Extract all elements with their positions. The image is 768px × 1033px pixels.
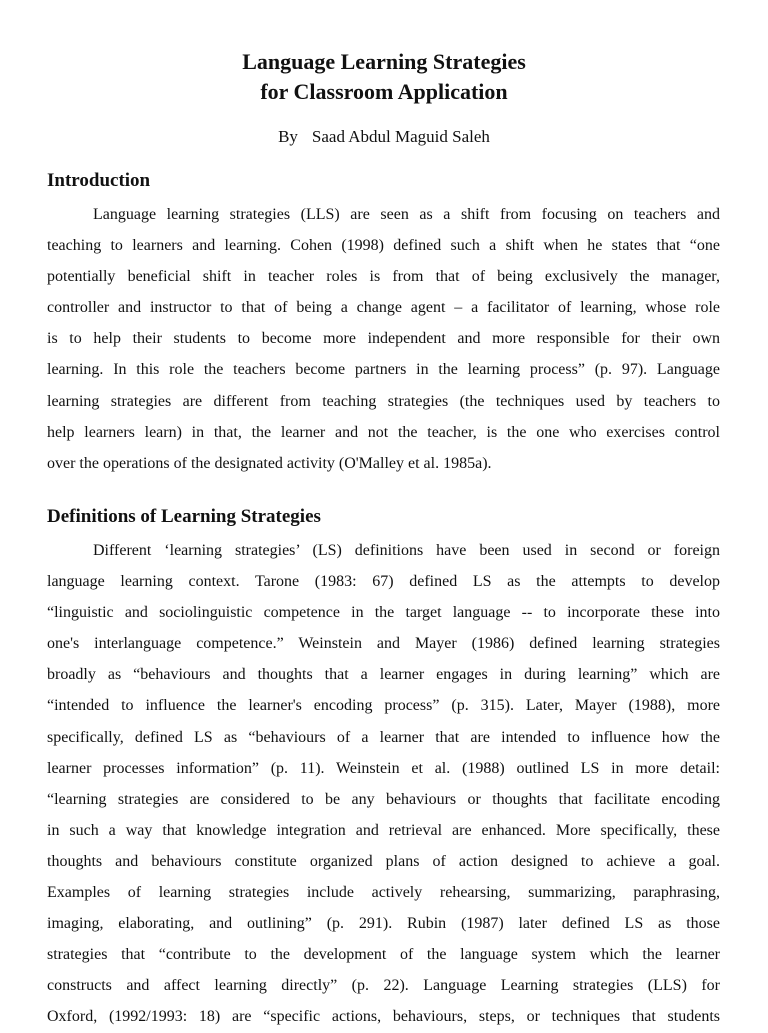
paragraph-line: controller and instructor to that of being a change agent – a facilitator of learning, whose role [47, 299, 720, 317]
paragraph-line: constructs and affect learning directly” (p. 22). Language Learning strategies (LLS) for [47, 977, 720, 995]
paragraph-line: one's interlanguage competence.” Weinstein and Mayer (1986) defined learning strategies [47, 635, 720, 653]
paragraph-line: Different ‘learning strategies’ (LS) definitions have been used in second or foreign [93, 542, 720, 559]
paragraph-line: is to help their students to become more independent and more responsible for their own [47, 330, 720, 348]
paragraph-line: help learners learn) in that, the learner and not the teacher, is the one who exercises control [47, 423, 720, 441]
paragraph-line: learner processes information” (p. 11). Weinstein et al. (1988) outlined LS in more detail: [47, 759, 720, 777]
paragraph-line: thoughts and behaviours constitute organized plans of action designed to achieve a goal. [47, 852, 720, 870]
author-name: Saad Abdul Maguid Saleh [311, 127, 490, 146]
paragraph-line: learning strategies are different from teaching strategies (the techniques used by teachers to [47, 392, 720, 410]
paragraph-line: over the operations of the designated activity (O'Malley et al. 1985a). [47, 454, 492, 472]
paragraph-line: learning. In this role the teachers become partners in the learning process” (p. 97). Language [47, 361, 720, 379]
paragraph-line: Examples of learning strategies include actively rehearsing, summarizing, paraphrasing, [47, 884, 720, 902]
paragraph-line: Language learning strategies (LLS) are seen as a shift from focusing on teachers and [93, 206, 720, 223]
byline-prefix: By [278, 127, 298, 146]
definitions-heading: Definitions of Learning Strategies [47, 506, 321, 527]
paragraph-line: Oxford, (1992/1993: 18) are “specific actions, behaviours, steps, or techniques that students [47, 1008, 720, 1026]
paragraph-line: in such a way that knowledge integration and retrieval are enhanced. More specifically, these [47, 821, 720, 839]
paragraph-line: language learning context. Tarone (1983: 67) defined LS as the attempts to develop [47, 573, 720, 591]
introduction-paragraph [47, 199, 720, 479]
document-title-line-2: for Classroom Application [260, 79, 508, 104]
paragraph-line: imaging, elaborating, and outlining” (p. 291). Rubin (1987) later defined LS as those [47, 915, 720, 933]
paragraph-line: potentially beneficial shift in teacher roles is from that of being exclusively the manager, [47, 268, 720, 286]
byline [0, 126, 768, 148]
paragraph-line: “intended to influence the learner's encoding process” (p. 315). Later, Mayer (1988), more [47, 697, 720, 715]
paragraph-line: broadly as “behaviours and thoughts that a learner engages in during learning” which are [47, 666, 720, 684]
definitions-paragraph [47, 535, 720, 1033]
document-title-line-1: Language Learning Strategies [242, 49, 526, 74]
paragraph-line: specifically, defined LS as “behaviours of a learner that are intended to influence how the [47, 728, 720, 746]
paragraph-line: teaching to learners and learning. Cohen (1998) defined such a shift when he states that “one [47, 237, 720, 255]
paragraph-line: “learning strategies are considered to be any behaviours or thoughts that facilitate encoding [47, 790, 720, 808]
paragraph-line: strategies that “contribute to the development of the language system which the learner [47, 946, 720, 964]
introduction-heading: Introduction [47, 170, 151, 191]
paragraph-line: “linguistic and sociolinguistic competence in the target language -- to incorporate these into [47, 604, 720, 622]
